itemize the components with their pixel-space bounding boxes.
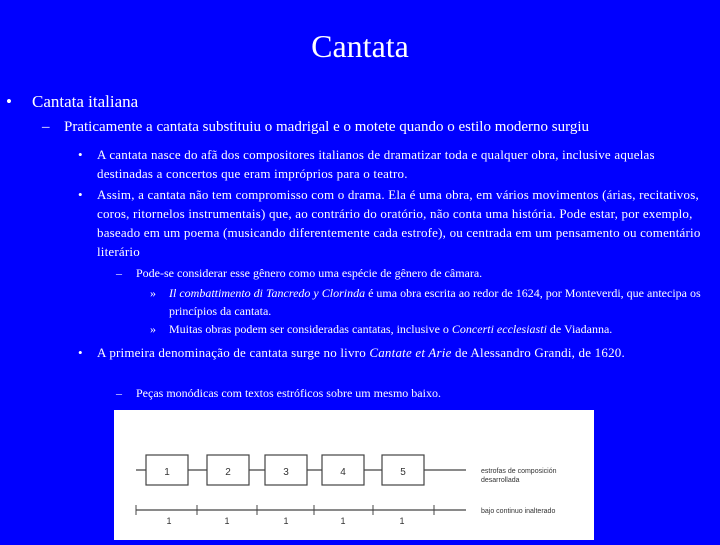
diagram-svg: [114, 410, 594, 540]
dash-marker: –: [116, 266, 122, 280]
strophe-box-5: [382, 455, 424, 485]
point-origin: [78, 145, 710, 183]
point-first-denomination: [78, 343, 710, 362]
bullet-cantata-italiana: [6, 92, 138, 112]
example-viadanna: [150, 320, 710, 338]
point-text-before: A primeira denominação de cantata surge no livro: [97, 345, 370, 360]
svg-text:1: 1: [164, 467, 170, 478]
point-text: A cantata nasce do afã dos compositores italianos de dramatizar toda e qualquer obra, inclusive aquelas destinadas a concertos que eram impróprios para o teatro.: [97, 147, 655, 181]
strophe-box-2: [207, 455, 249, 485]
bullet-marker: •: [6, 92, 12, 111]
work-title: Il combattimento di Tancredo y Clorinda: [169, 286, 366, 300]
example-text-after: de Viadanna.: [546, 322, 613, 336]
label-strophes-line2: desarrollada: [481, 477, 520, 484]
label-bass: bajo continuo inalterado: [481, 508, 556, 515]
example-text: é uma obra escrita ao redor de 1624, por Monteverdi, que antecipa os princípios da cantata.: [169, 286, 701, 318]
example-text-before: Muitas obras podem ser consideradas cantatas, inclusive o: [169, 322, 452, 336]
strophe-box-3: [265, 455, 307, 485]
dash-marker: –: [42, 119, 50, 135]
bass-marks: [166, 516, 404, 526]
dash-marker: –: [116, 386, 122, 400]
sub-point-text: Pode-se considerar esse gênero como uma espécie de gênero de câmara.: [136, 266, 483, 280]
svg-text:1: 1: [340, 516, 346, 526]
bullet-marker: •: [78, 147, 83, 162]
strophe-box-1: [146, 455, 188, 485]
example-monteverdi: [150, 284, 710, 320]
sub-point-text: Peças monódicas com textos estróficos sobre um mesmo baixo.: [136, 386, 441, 400]
bullet-text: Cantata italiana: [32, 92, 139, 111]
svg-text:1: 1: [224, 516, 230, 526]
label-strophes-line1: estrofas de composición: [481, 468, 557, 475]
point-drama: [78, 185, 710, 261]
svg-text:1: 1: [166, 516, 172, 526]
svg-text:2: 2: [225, 467, 231, 478]
subheading-text: Praticamente a cantata substituiu o madrigal e o motete quando o estilo moderno surgiu: [64, 119, 590, 135]
svg-text:1: 1: [283, 516, 289, 526]
point-text-after: de Alessandro Grandi, de 1620.: [451, 345, 625, 360]
chevron-marker: »: [150, 322, 156, 336]
sub-point-camera: [116, 264, 706, 282]
bullet-marker: •: [78, 187, 83, 202]
work-title: Concerti ecclesiasti: [451, 322, 547, 336]
strophic-bass-diagram: [114, 410, 594, 540]
slide-title: Cantata: [311, 28, 409, 64]
bullet-marker: •: [78, 345, 83, 360]
book-title: Cantate et Arie: [369, 345, 452, 360]
subheading: [42, 119, 589, 136]
svg-text:5: 5: [400, 467, 406, 478]
strophe-box-4: [322, 455, 364, 485]
svg-text:1: 1: [399, 516, 405, 526]
point-text: Assim, a cantata não tem compromisso com o drama. Ela é uma obra, em vários movimentos (árias, recitativos, coros, ritornelos instrumentais) que, ao contrário do oratório, não conta uma história. Pode estar, por exemplo, baseado em um poema (musicando diferentemente cada estrofe), ou centrada em um pensamento ou comentário literário: [97, 187, 701, 259]
svg-text:4: 4: [340, 467, 346, 478]
sub-point-monodic: [116, 384, 706, 402]
chevron-marker: »: [150, 286, 156, 300]
svg-text:3: 3: [283, 467, 289, 478]
